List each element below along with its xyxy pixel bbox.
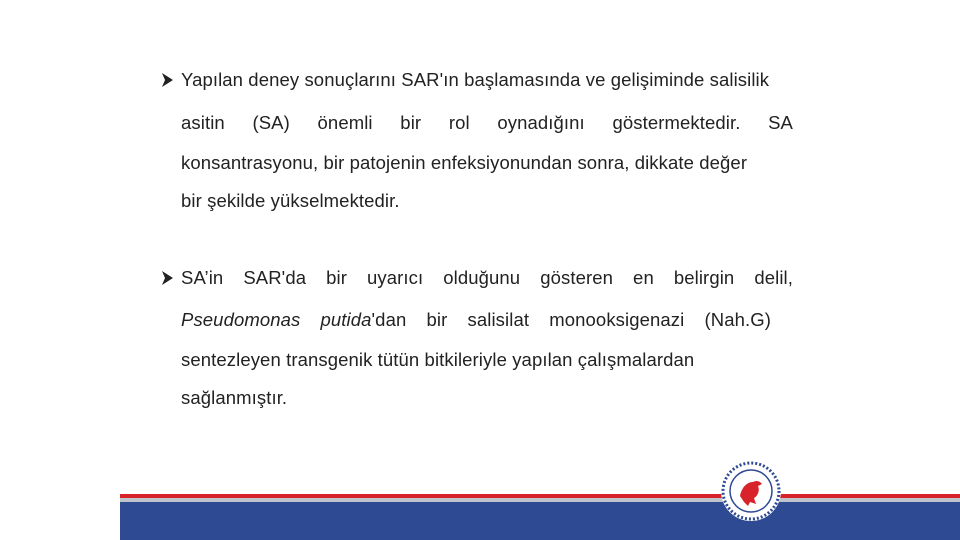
bullet-2-line-2-rest: 'dan bir salisilat monooksigenazi (Nah.G) — [371, 309, 771, 330]
bullet-1-line-1: Yapılan deney sonuçlarını SAR'ın başlamasında ve gelişiminde salisilik — [181, 69, 770, 90]
bullet-1-line-2: asitin (SA) önemli bir rol oynadığını göstermektedir. SA — [181, 112, 793, 133]
arrow-bullet-icon — [160, 266, 176, 290]
arrow-bullet-icon — [160, 68, 176, 92]
bullet-2-line-3: sentezleyen transgenik tütün bitkileriyle yapılan çalışmalardan — [181, 349, 695, 370]
bullet-1-line-4: bir şekilde yükselmektedir. — [181, 190, 400, 211]
bullet-2-line-1: SA’in SAR'da bir uyarıcı olduğunu gösteren en belirgin delil, — [181, 267, 793, 288]
bullet-1-line-3: konsantrasyonu, bir patojenin enfeksiyonundan sonra, dikkate değer — [181, 152, 748, 173]
bullet-2-line-4: sağlanmıştır. — [181, 387, 288, 408]
university-seal-logo — [720, 460, 782, 522]
bullet-2-line-2 — [181, 308, 771, 332]
footer-gray-stripe — [120, 498, 960, 502]
species-name: Pseudomonas putida — [181, 309, 372, 330]
